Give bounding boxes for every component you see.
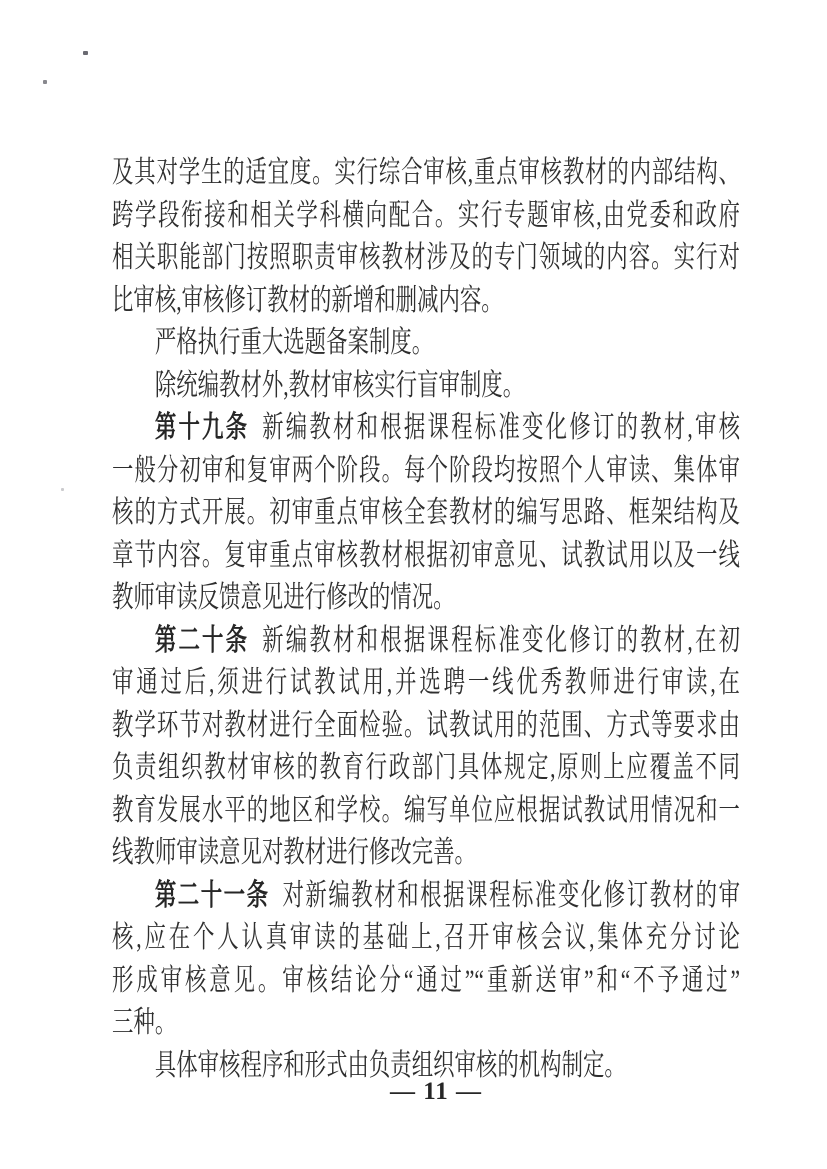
text-run: 新编教材和根据课程标准变化修订的教材,在初	[262, 623, 740, 657]
text-line: 教学环节对教材进行全面检验。试教试用的范围、方式等要求由	[112, 708, 740, 742]
document-body	[112, 152, 740, 1087]
text-line: 相关职能部门按照职责审核教材涉及的专门领域的内容。实行对	[112, 241, 740, 274]
text-line: 比审核,审核修订教材的新增和删减内容。	[112, 283, 503, 317]
scan-speck	[61, 488, 64, 491]
text-line: 三种。	[112, 1006, 177, 1039]
text-line: 形成审核意见。审核结论分“通过”“重新送审”和“不予通过”	[112, 963, 740, 997]
article-heading: 第二十一条	[154, 878, 270, 912]
text-line: 线教师审读意见对教材进行修改完善。	[112, 836, 476, 869]
text-line	[112, 875, 740, 918]
text-line: 审通过后,须进行试教试用,并选聘一线优秀教师进行审读,在	[112, 666, 740, 699]
text-line: 教育发展水平的地区和学校。编写单位应根据试教试用情况和一	[112, 793, 740, 827]
text-block	[112, 152, 740, 1087]
text-run: 对新编教材和根据课程标准变化修订教材的审	[282, 878, 740, 912]
text-line: 章节内容。复审重点审核教材根据初审意见、试教试用以及一线	[112, 538, 740, 572]
text-line: 除统编教材外,教材审核实行盲审制度。	[154, 368, 525, 402]
text-line: 及其对学生的适宜度。实行综合审核,重点审核教材的内部结构、	[112, 156, 740, 189]
page-number: — 11 —	[389, 1078, 483, 1105]
page-footer	[46, 1078, 826, 1106]
text-line: 核,应在个人认真审读的基础上,召开审核会议,集体充分讨论	[112, 921, 740, 954]
text-line: 一般分初审和复审两个阶段。每个阶段均按照个人审读、集体审	[112, 453, 740, 487]
article-heading: 第十九条	[154, 411, 250, 444]
text-line: 具体审核程序和形式由负责组织审核的机构制定。	[154, 1048, 626, 1082]
text-line	[112, 407, 740, 450]
text-line: 核的方式开展。初审重点审核全套教材的编写思路、框架结构及	[112, 496, 740, 529]
article-heading: 第二十条	[154, 623, 250, 657]
text-line	[112, 620, 740, 663]
scan-speck	[83, 51, 88, 55]
text-line: 负责组织教材审核的教育行政部门具体规定,原则上应覆盖不同	[112, 751, 740, 784]
text-line: 跨学段衔接和相关学科横向配合。实行专题审核,由党委和政府	[112, 198, 740, 232]
text-line: 教师审读反馈意见进行修改的情况。	[112, 581, 455, 614]
text-line: 严格执行重大选题备案制度。	[154, 326, 434, 359]
text-run: 新编教材和根据课程标准变化修订的教材,审核	[262, 411, 740, 444]
scan-speck	[43, 80, 47, 84]
